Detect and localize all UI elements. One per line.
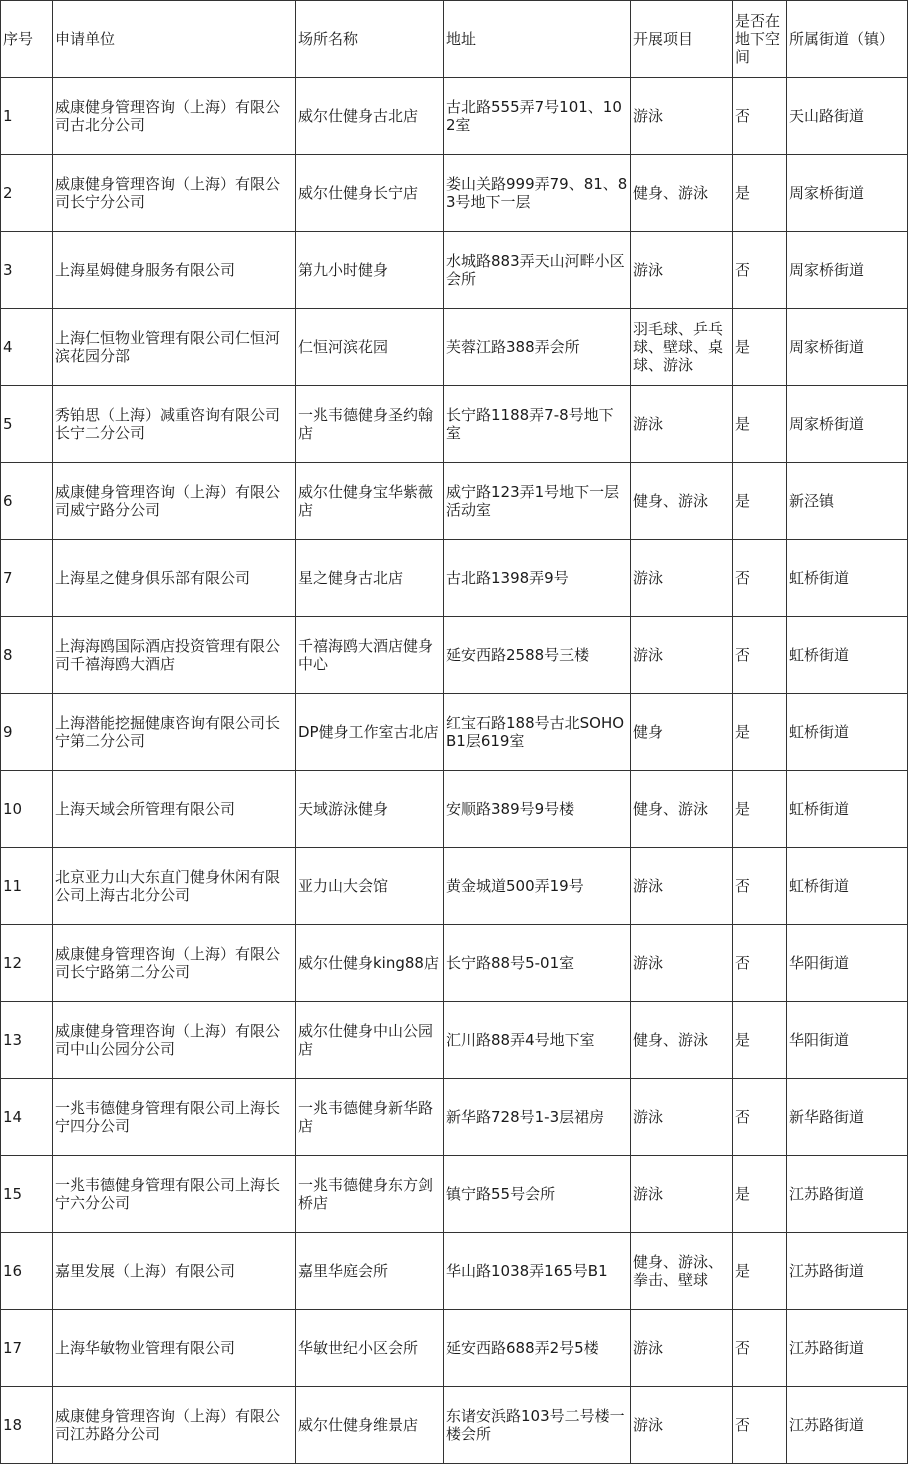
- cell-applicant: 威康健身管理咨询（上海）有限公司中山公园分公司: [53, 1002, 296, 1079]
- cell-underground: 否: [733, 78, 787, 155]
- table-row: [1, 540, 908, 617]
- cell-venue: 嘉里华庭会所: [296, 1233, 444, 1310]
- cell-underground: 是: [733, 1156, 787, 1233]
- cell-underground: 是: [733, 309, 787, 386]
- cell-underground: 否: [733, 1387, 787, 1464]
- table-row: [1, 848, 908, 925]
- cell-address: 新华路728号1-3层裙房: [444, 1079, 631, 1156]
- cell-address: 镇宁路55号会所: [444, 1156, 631, 1233]
- cell-applicant: 一兆韦德健身管理有限公司上海长宁六分公司: [53, 1156, 296, 1233]
- cell-venue: 威尔仕健身king88店: [296, 925, 444, 1002]
- cell-seq: 18: [1, 1387, 53, 1464]
- header-street: 所属街道（镇）: [787, 1, 908, 78]
- cell-venue: 千禧海鸥大酒店健身中心: [296, 617, 444, 694]
- cell-venue: 星之健身古北店: [296, 540, 444, 617]
- cell-seq: 15: [1, 1156, 53, 1233]
- cell-seq: 6: [1, 463, 53, 540]
- cell-address: 汇川路88弄4号地下室: [444, 1002, 631, 1079]
- table-row: [1, 1310, 908, 1387]
- table-row: [1, 155, 908, 232]
- cell-address: 水城路883弄天山河畔小区会所: [444, 232, 631, 309]
- cell-applicant: 上海天域会所管理有限公司: [53, 771, 296, 848]
- table-row: [1, 309, 908, 386]
- cell-street: 华阳街道: [787, 925, 908, 1002]
- cell-activities: 羽毛球、乒乓球、壁球、桌球、游泳: [631, 309, 733, 386]
- cell-seq: 9: [1, 694, 53, 771]
- table-row: [1, 1002, 908, 1079]
- cell-activities: 健身、游泳: [631, 1002, 733, 1079]
- header-address: 地址: [444, 1, 631, 78]
- cell-address: 娄山关路999弄79、81、83号地下一层: [444, 155, 631, 232]
- cell-street: 周家桥街道: [787, 232, 908, 309]
- cell-activities: 游泳: [631, 386, 733, 463]
- cell-applicant: 北京亚力山大东直门健身休闲有限公司上海古北分公司: [53, 848, 296, 925]
- cell-underground: 否: [733, 1079, 787, 1156]
- cell-seq: 10: [1, 771, 53, 848]
- cell-street: 江苏路街道: [787, 1233, 908, 1310]
- cell-venue: 威尔仕健身中山公园店: [296, 1002, 444, 1079]
- cell-activities: 游泳: [631, 617, 733, 694]
- cell-underground: 是: [733, 386, 787, 463]
- cell-activities: 健身、游泳: [631, 463, 733, 540]
- cell-address: 黄金城道500弄19号: [444, 848, 631, 925]
- cell-activities: 游泳: [631, 232, 733, 309]
- cell-applicant: 威康健身管理咨询（上海）有限公司威宁路分公司: [53, 463, 296, 540]
- table-row: [1, 463, 908, 540]
- table-row: [1, 1156, 908, 1233]
- cell-street: 周家桥街道: [787, 309, 908, 386]
- cell-underground: 否: [733, 1310, 787, 1387]
- cell-applicant: 秀铂思（上海）减重咨询有限公司长宁二分公司: [53, 386, 296, 463]
- table-row: [1, 386, 908, 463]
- table-row: [1, 232, 908, 309]
- cell-activities: 健身、游泳: [631, 771, 733, 848]
- cell-seq: 7: [1, 540, 53, 617]
- cell-street: 虹桥街道: [787, 617, 908, 694]
- cell-address: 安顺路389号9号楼: [444, 771, 631, 848]
- cell-address: 长宁路88号5-01室: [444, 925, 631, 1002]
- header-underground: 是否在地下空间: [733, 1, 787, 78]
- cell-underground: 是: [733, 771, 787, 848]
- cell-underground: 是: [733, 694, 787, 771]
- header-activities: 开展项目: [631, 1, 733, 78]
- cell-venue: 一兆韦德健身新华路店: [296, 1079, 444, 1156]
- cell-seq: 2: [1, 155, 53, 232]
- cell-activities: 游泳: [631, 925, 733, 1002]
- cell-activities: 游泳: [631, 540, 733, 617]
- cell-activities: 游泳: [631, 1156, 733, 1233]
- cell-venue: 仁恒河滨花园: [296, 309, 444, 386]
- cell-seq: 13: [1, 1002, 53, 1079]
- cell-venue: 威尔仕健身宝华紫薇店: [296, 463, 444, 540]
- table-row: [1, 925, 908, 1002]
- cell-seq: 11: [1, 848, 53, 925]
- cell-applicant: 威康健身管理咨询（上海）有限公司长宁路第二分公司: [53, 925, 296, 1002]
- cell-venue: DP健身工作室古北店: [296, 694, 444, 771]
- header-seq: 序号: [1, 1, 53, 78]
- cell-applicant: 上海仁恒物业管理有限公司仁恒河滨花园分部: [53, 309, 296, 386]
- cell-street: 江苏路街道: [787, 1156, 908, 1233]
- table-header: [1, 1, 908, 78]
- cell-activities: 游泳: [631, 1387, 733, 1464]
- cell-applicant: 威康健身管理咨询（上海）有限公司长宁分公司: [53, 155, 296, 232]
- cell-seq: 1: [1, 78, 53, 155]
- cell-underground: 是: [733, 463, 787, 540]
- cell-seq: 12: [1, 925, 53, 1002]
- cell-underground: 是: [733, 1233, 787, 1310]
- cell-underground: 是: [733, 155, 787, 232]
- cell-activities: 游泳: [631, 78, 733, 155]
- cell-street: 周家桥街道: [787, 155, 908, 232]
- cell-venue: 天域游泳健身: [296, 771, 444, 848]
- table-row: [1, 1387, 908, 1464]
- cell-underground: 否: [733, 232, 787, 309]
- cell-address: 长宁路1188弄7-8号地下室: [444, 386, 631, 463]
- table-row: [1, 694, 908, 771]
- cell-activities: 健身、游泳: [631, 155, 733, 232]
- cell-address: 威宁路123弄1号地下一层活动室: [444, 463, 631, 540]
- cell-applicant: 威康健身管理咨询（上海）有限公司古北分公司: [53, 78, 296, 155]
- table-row: [1, 78, 908, 155]
- cell-address: 东诸安浜路103号二号楼一楼会所: [444, 1387, 631, 1464]
- cell-applicant: 嘉里发展（上海）有限公司: [53, 1233, 296, 1310]
- cell-street: 虹桥街道: [787, 540, 908, 617]
- table-row: [1, 1079, 908, 1156]
- cell-underground: 否: [733, 540, 787, 617]
- cell-underground: 否: [733, 617, 787, 694]
- cell-venue: 华敏世纪小区会所: [296, 1310, 444, 1387]
- cell-venue: 第九小时健身: [296, 232, 444, 309]
- cell-seq: 16: [1, 1233, 53, 1310]
- cell-activities: 健身: [631, 694, 733, 771]
- table-row: [1, 617, 908, 694]
- cell-address: 延安西路688弄2号5楼: [444, 1310, 631, 1387]
- cell-activities: 游泳: [631, 1310, 733, 1387]
- cell-seq: 14: [1, 1079, 53, 1156]
- table-body: [1, 78, 908, 1464]
- cell-street: 江苏路街道: [787, 1310, 908, 1387]
- cell-applicant: 上海海鸥国际酒店投资管理有限公司千禧海鸥大酒店: [53, 617, 296, 694]
- cell-address: 红宝石路188号古北SOHO B1层619室: [444, 694, 631, 771]
- header-row: [1, 1, 908, 78]
- cell-venue: 亚力山大会馆: [296, 848, 444, 925]
- header-venue: 场所名称: [296, 1, 444, 78]
- cell-venue: 一兆韦德健身东方剑桥店: [296, 1156, 444, 1233]
- cell-street: 天山路街道: [787, 78, 908, 155]
- cell-seq: 8: [1, 617, 53, 694]
- cell-underground: 是: [733, 1002, 787, 1079]
- table-row: [1, 771, 908, 848]
- cell-venue: 一兆韦德健身圣约翰店: [296, 386, 444, 463]
- cell-street: 周家桥街道: [787, 386, 908, 463]
- cell-street: 江苏路街道: [787, 1387, 908, 1464]
- cell-underground: 否: [733, 925, 787, 1002]
- cell-activities: 健身、游泳、拳击、壁球: [631, 1233, 733, 1310]
- cell-activities: 游泳: [631, 1079, 733, 1156]
- cell-street: 虹桥街道: [787, 771, 908, 848]
- cell-seq: 17: [1, 1310, 53, 1387]
- cell-applicant: 上海潜能挖掘健康咨询有限公司长宁第二分公司: [53, 694, 296, 771]
- cell-address: 延安西路2588号三楼: [444, 617, 631, 694]
- cell-venue: 威尔仕健身长宁店: [296, 155, 444, 232]
- cell-address: 华山路1038弄165号B1: [444, 1233, 631, 1310]
- cell-underground: 否: [733, 848, 787, 925]
- cell-street: 虹桥街道: [787, 848, 908, 925]
- table-row: [1, 1233, 908, 1310]
- cell-activities: 游泳: [631, 848, 733, 925]
- cell-street: 新泾镇: [787, 463, 908, 540]
- cell-applicant: 上海华敏物业管理有限公司: [53, 1310, 296, 1387]
- cell-seq: 5: [1, 386, 53, 463]
- cell-street: 新华路街道: [787, 1079, 908, 1156]
- cell-address: 古北路1398弄9号: [444, 540, 631, 617]
- cell-applicant: 一兆韦德健身管理有限公司上海长宁四分公司: [53, 1079, 296, 1156]
- cell-applicant: 上海星姆健身服务有限公司: [53, 232, 296, 309]
- cell-applicant: 威康健身管理咨询（上海）有限公司江苏路分公司: [53, 1387, 296, 1464]
- cell-seq: 4: [1, 309, 53, 386]
- cell-venue: 威尔仕健身古北店: [296, 78, 444, 155]
- cell-applicant: 上海星之健身俱乐部有限公司: [53, 540, 296, 617]
- header-applicant: 申请单位: [53, 1, 296, 78]
- cell-address: 芙蓉江路388弄会所: [444, 309, 631, 386]
- cell-venue: 威尔仕健身维景店: [296, 1387, 444, 1464]
- cell-seq: 3: [1, 232, 53, 309]
- cell-street: 华阳街道: [787, 1002, 908, 1079]
- cell-street: 虹桥街道: [787, 694, 908, 771]
- cell-address: 古北路555弄7号101、102室: [444, 78, 631, 155]
